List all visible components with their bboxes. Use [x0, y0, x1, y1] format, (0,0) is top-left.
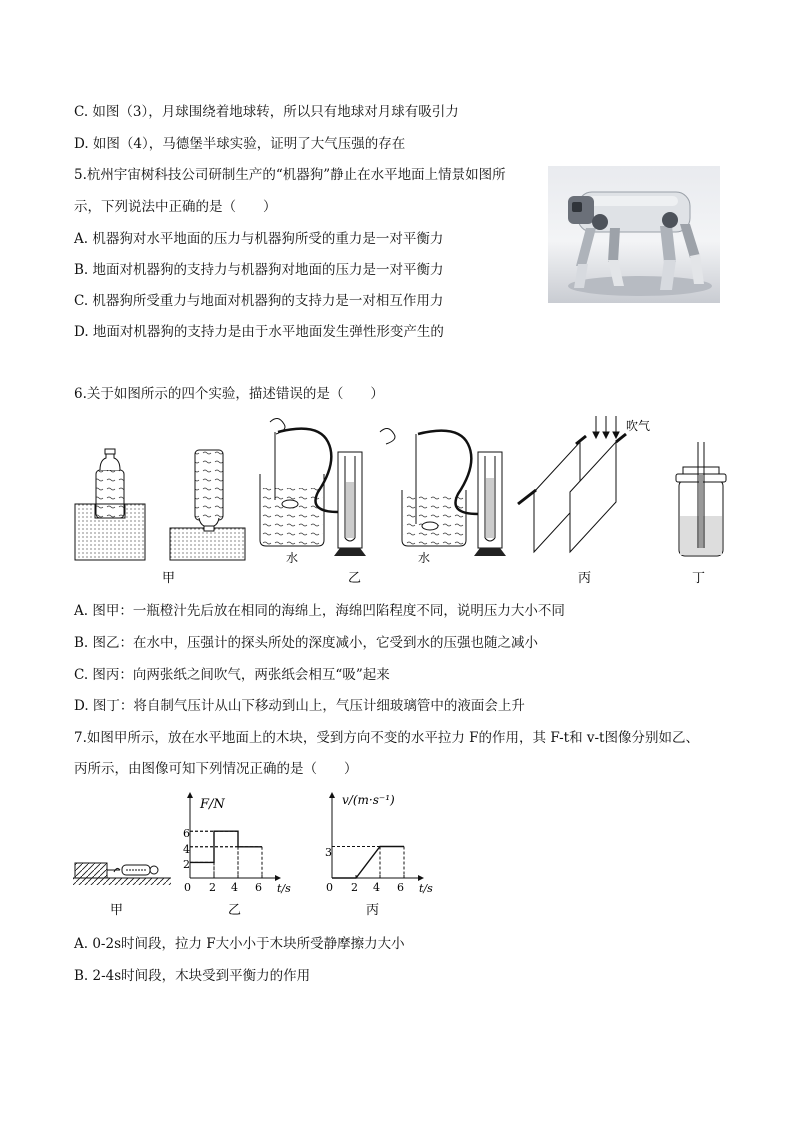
q6-water-label-2: 水 — [418, 551, 431, 565]
v-t-origin: 0 — [326, 881, 333, 894]
bottle-upright — [75, 449, 145, 560]
q7-label-bing: 丙 — [366, 903, 380, 918]
q6-option-c: C. 图丙：向两张纸之间吹气，两张纸会相互“吸”起来 — [74, 667, 390, 683]
q7-stem-line1: 7.如图甲所示，放在水平地面上的木块，受到方向不变的水平拉力 F的作用，其 F-t和 v-t图像分别如乙、 — [74, 730, 699, 746]
q6-label-ding: 丁 — [692, 571, 706, 586]
q5-option-a: A. 机器狗对水平地面的压力与机器狗所受的重力是一对平衡力 — [74, 231, 444, 247]
q5-option-b: B. 地面对机器狗的支持力与机器狗对地面的压力是一对平衡力 — [74, 262, 444, 278]
f-t-origin: 0 — [184, 881, 191, 894]
q6-label-yi: 乙 — [348, 571, 362, 586]
f-t-x-arrow — [275, 875, 281, 881]
f-t-xlabel: t/s — [277, 882, 291, 895]
q6-figure-drawing — [70, 412, 730, 592]
q6-option-b: B. 图乙：在水中，压强计的探头所处的深度减小，它受到水的压强也随之减小 — [74, 635, 539, 651]
block-with-spring-scale — [73, 863, 171, 885]
f-t-y-arrow — [187, 792, 193, 798]
q4-option-d: D. 如图（4），马德堡半球实验，证明了大气压强的存在 — [74, 136, 406, 152]
f-t-xtick-2: 2 — [209, 881, 216, 894]
q6-label-bing: 丙 — [578, 571, 592, 586]
q6-option-a: A. 图甲：一瓶橙汁先后放在相同的海绵上，海绵凹陷程度不同，说明压力大小不同 — [74, 603, 565, 619]
bottle-inverted — [170, 450, 245, 560]
pressure-gauge-1 — [260, 418, 366, 556]
robot-dog-illustration — [548, 166, 720, 303]
pressure-gauge-2 — [380, 428, 506, 556]
v-t-xtick-6: 6 — [397, 881, 404, 894]
f-t-series — [190, 831, 262, 878]
q6-option-d: D. 图丁：将自制气压计从山下移动到山上，气压计细玻璃管中的液面会上升 — [74, 698, 525, 714]
q6-water-label-1: 水 — [286, 551, 299, 565]
robot-dog-photo — [548, 166, 720, 303]
f-t-ylabel: F/N — [200, 797, 225, 812]
q5-stem-line2: 示，下列说法中正确的是（ ） — [74, 199, 277, 215]
v-t-line — [332, 847, 404, 879]
q7-stem-line2: 丙所示，由图像可知下列情况正确的是（ ） — [74, 761, 358, 777]
q5-option-d: D. 地面对机器狗的支持力是由于水平地面发生弹性形变产生的 — [74, 324, 444, 340]
homemade-barometer — [676, 442, 726, 556]
q7-label-yi: 乙 — [228, 903, 242, 918]
two-paper-sheets — [518, 416, 626, 552]
q7-label-jia: 甲 — [110, 903, 124, 918]
f-t-chart — [183, 792, 291, 895]
q7-figure-drawing — [70, 786, 450, 926]
v-t-xtick-2: 2 — [351, 881, 358, 894]
v-t-x-arrow — [418, 875, 424, 881]
v-t-ylabel: v/(m·s⁻¹) — [342, 793, 395, 807]
q6-blow-label: 吹气 — [626, 419, 651, 433]
v-t-series — [332, 847, 404, 879]
f-t-ytick-4: 4 — [183, 843, 190, 856]
q5-option-c: C. 机器狗所受重力与地面对机器狗的支持力是一对相互作用力 — [74, 293, 444, 309]
q6-stem: 6.关于如图所示的四个实验，描述错误的是（ ） — [74, 386, 384, 402]
v-t-xtick-4: 4 — [373, 881, 380, 894]
f-t-ytick-2: 2 — [183, 858, 190, 871]
q7-option-a: A. 0-2s时间段，拉力 F大小小于木块所受静摩擦力大小 — [74, 936, 405, 952]
f-t-xtick-4: 4 — [231, 881, 238, 894]
f-t-ytick-6: 6 — [183, 827, 190, 840]
v-t-ytick-3: 3 — [325, 846, 332, 859]
v-t-xlabel: t/s — [419, 882, 433, 895]
q4-option-c: C. 如图（3），月球围绕着地球转，所以只有地球对月球有吸引力 — [74, 104, 459, 120]
q6-figure — [70, 412, 730, 592]
q7-option-b: B. 2-4s时间段，木块受到平衡力的作用 — [74, 968, 311, 984]
v-t-chart — [325, 792, 433, 895]
q6-label-jia: 甲 — [162, 571, 176, 586]
f-t-xtick-6: 6 — [255, 881, 262, 894]
q7-figure — [70, 786, 450, 926]
q5-stem-line1: 5.杭州宇宙树科技公司研制生产的“机器狗”静止在水平地面上情景如图所 — [74, 167, 506, 183]
v-t-y-arrow — [329, 792, 335, 798]
